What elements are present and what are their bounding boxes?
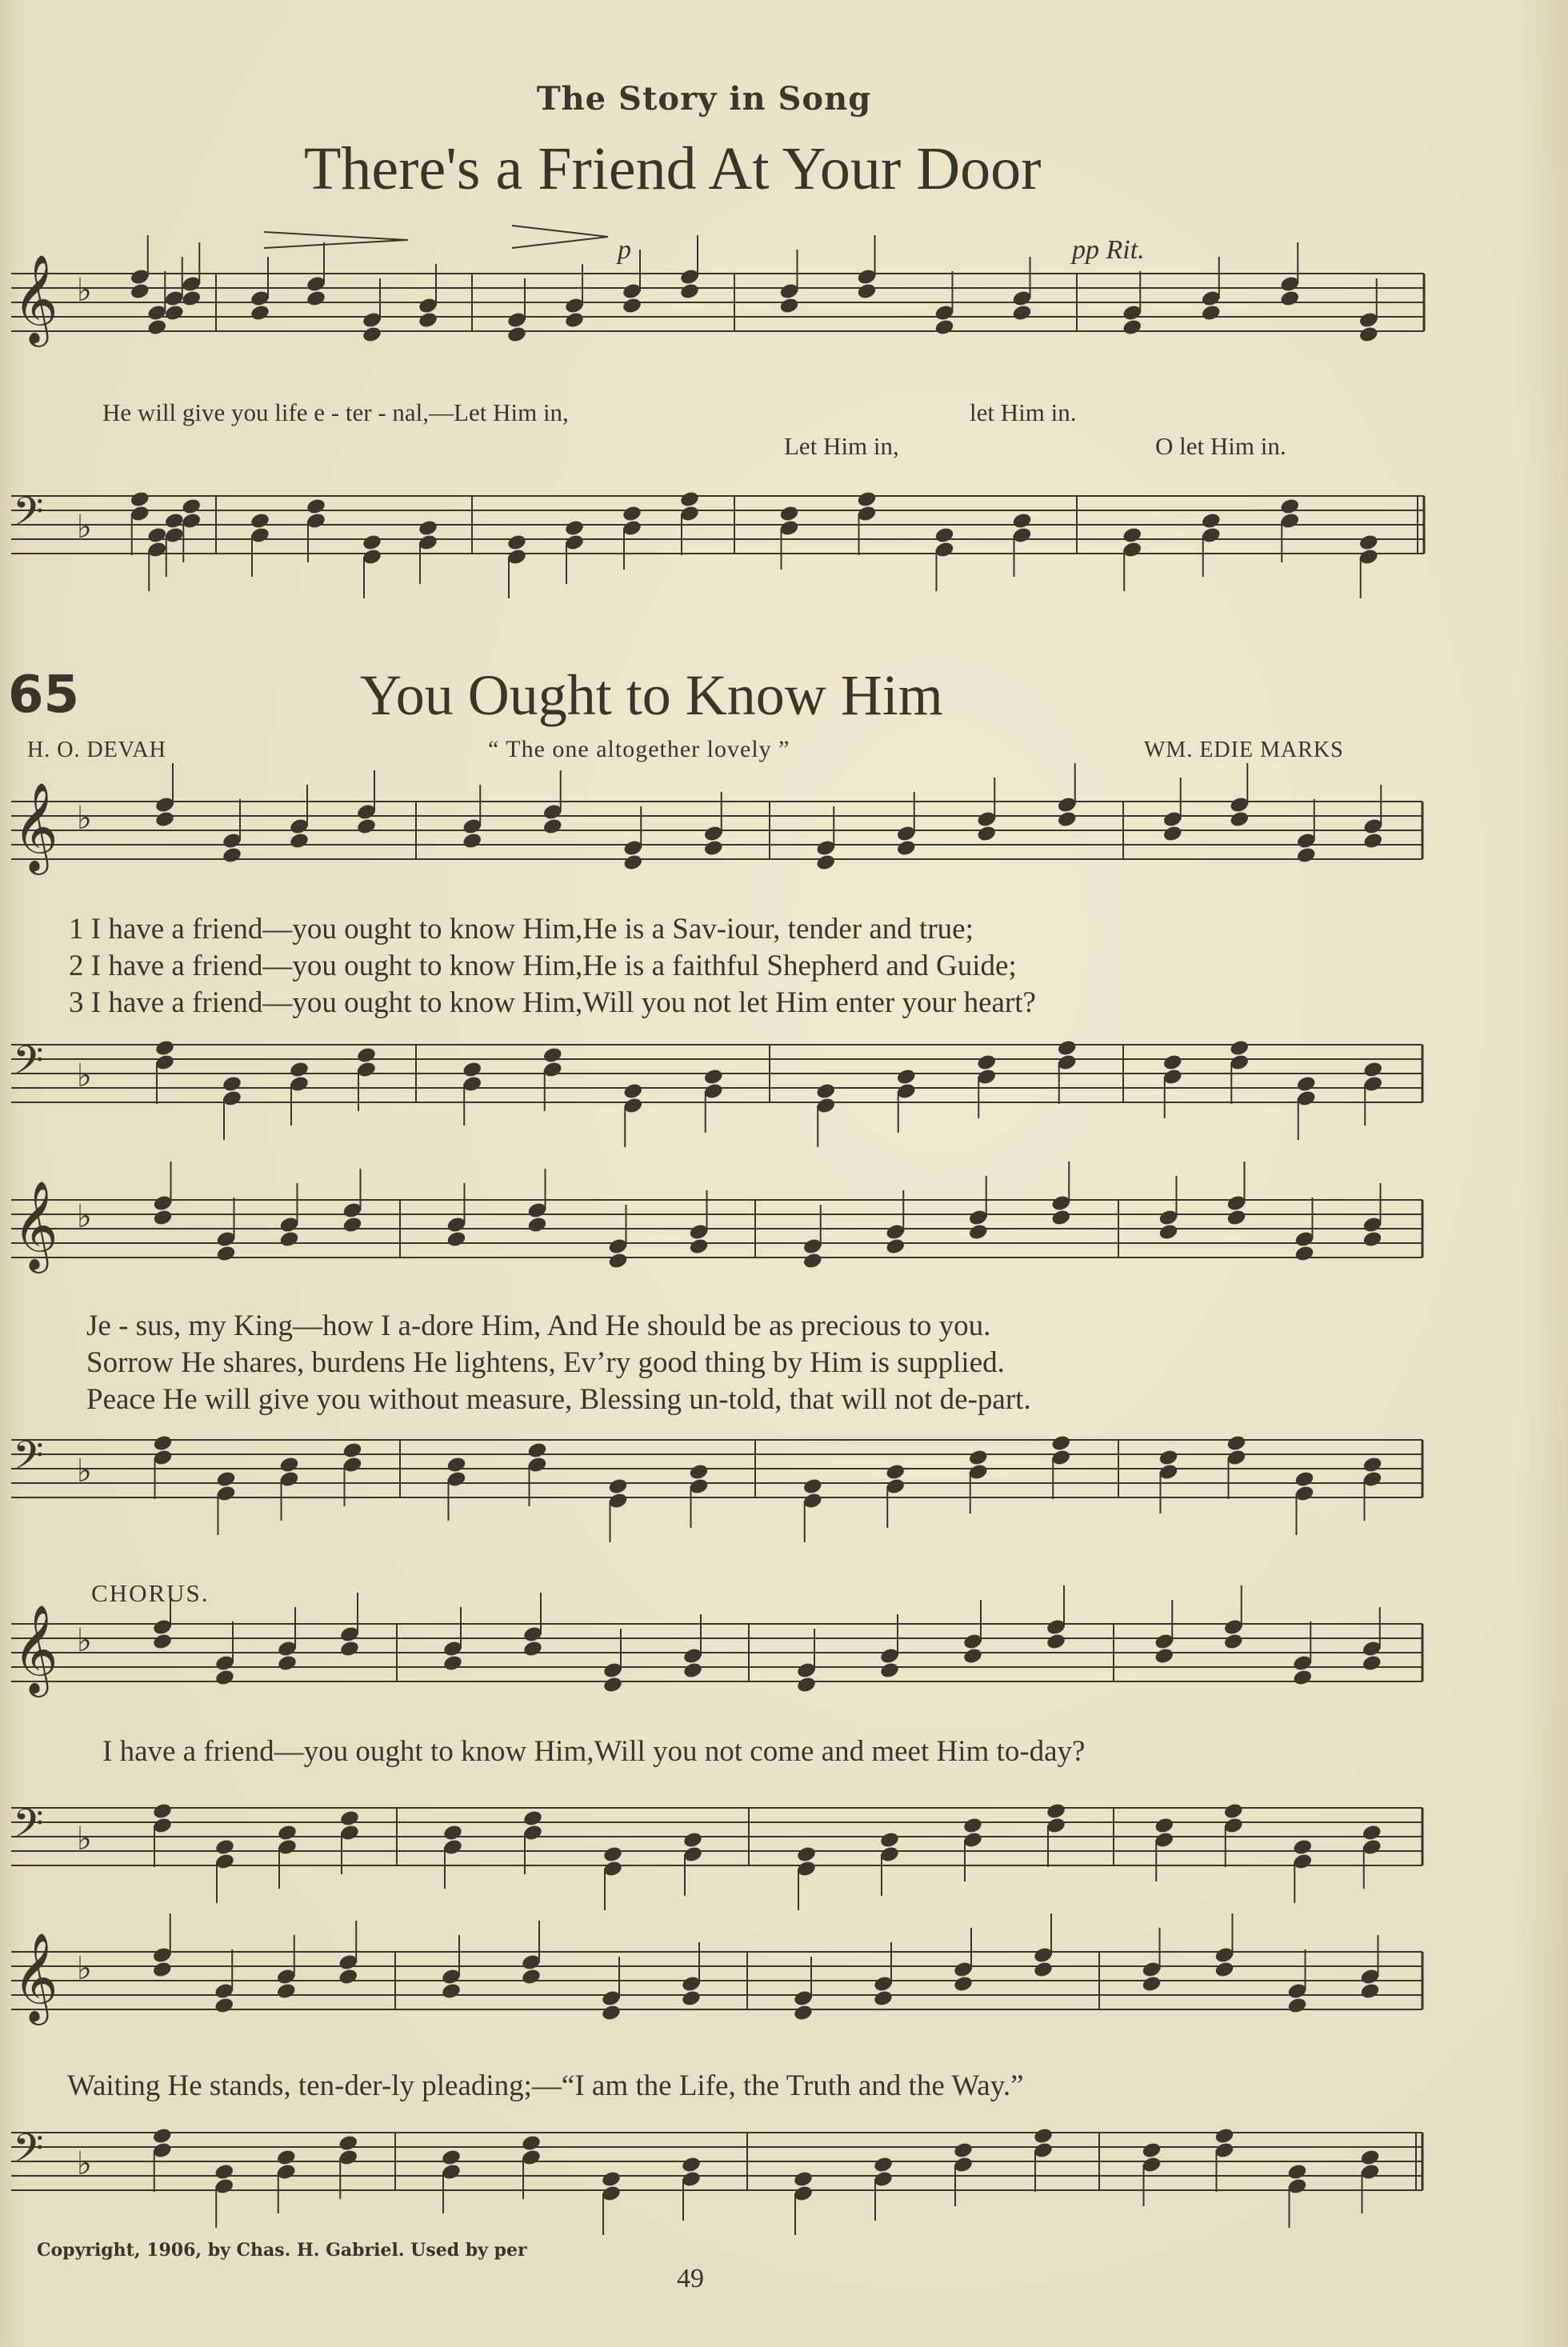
notehead bbox=[802, 1252, 823, 1270]
notehead bbox=[1162, 825, 1183, 843]
page-number: 49 bbox=[677, 2264, 704, 2293]
notehead bbox=[1294, 1245, 1314, 1263]
notehead bbox=[1050, 1434, 1071, 1453]
lyric-line: Let Him in, bbox=[784, 432, 899, 460]
notehead bbox=[306, 290, 326, 308]
notehead bbox=[622, 1082, 643, 1101]
notehead bbox=[778, 297, 799, 315]
notehead bbox=[250, 512, 270, 530]
notehead bbox=[441, 1982, 462, 2001]
lyric-line: O let Him in. bbox=[1155, 432, 1286, 460]
notehead bbox=[1154, 1647, 1174, 1665]
notehead bbox=[342, 1441, 362, 1460]
notehead bbox=[1158, 1223, 1178, 1241]
notehead bbox=[622, 505, 642, 523]
hairpin bbox=[264, 232, 408, 248]
notehead bbox=[968, 1449, 989, 1467]
chorus-label: CHORUS. bbox=[91, 1579, 210, 1607]
notehead bbox=[1362, 832, 1383, 850]
notehead bbox=[522, 1640, 543, 1658]
notehead bbox=[154, 810, 175, 829]
notehead bbox=[1033, 2127, 1054, 2145]
song-title-friend-at-door: There's a Friend At Your Door bbox=[304, 135, 1042, 202]
notehead bbox=[356, 818, 377, 836]
flat-sign: ♭ bbox=[77, 272, 92, 309]
notehead bbox=[1141, 2141, 1162, 2160]
notehead bbox=[602, 1845, 623, 1864]
notehead bbox=[682, 1831, 703, 1849]
verse-line: Je - sus, my King—how I a-dore Him, And He should be as precious to you. bbox=[86, 1309, 991, 1342]
notehead bbox=[601, 2004, 622, 2022]
composer-credit: WM. EDIE MARKS bbox=[1144, 738, 1344, 762]
notehead bbox=[462, 832, 482, 850]
bass-clef: 𝄢 bbox=[13, 1801, 44, 1857]
notehead bbox=[362, 326, 382, 344]
flat-sign: ♭ bbox=[77, 1622, 92, 1659]
notehead bbox=[214, 1669, 235, 1687]
running-head: The Story in Song bbox=[536, 80, 872, 118]
notehead bbox=[953, 1975, 974, 1993]
notehead bbox=[1201, 304, 1222, 322]
notehead bbox=[1292, 1669, 1313, 1687]
lyric-line: let Him in. bbox=[970, 398, 1077, 426]
notehead bbox=[1362, 1824, 1382, 1842]
notehead bbox=[146, 318, 167, 337]
notehead bbox=[796, 1845, 817, 1864]
notehead bbox=[564, 311, 585, 330]
flat-sign: ♭ bbox=[77, 1058, 92, 1094]
notehead bbox=[277, 1824, 298, 1842]
notehead bbox=[802, 1477, 823, 1496]
notehead bbox=[682, 1661, 703, 1680]
copyright-footer: Copyright, 1906, by Chas. H. Gabriel. Used by per bbox=[37, 2240, 527, 2261]
notehead bbox=[338, 1968, 358, 1986]
notehead bbox=[146, 526, 167, 545]
notehead bbox=[681, 1989, 702, 2008]
notehead bbox=[1011, 512, 1032, 530]
notehead bbox=[1223, 1633, 1244, 1651]
notehead bbox=[164, 512, 185, 530]
notehead bbox=[1279, 290, 1300, 308]
flat-sign: ♭ bbox=[77, 800, 92, 837]
notehead bbox=[1011, 304, 1032, 322]
notehead bbox=[276, 1982, 297, 2001]
notehead bbox=[441, 2149, 462, 2167]
hairpin bbox=[512, 226, 608, 248]
notehead bbox=[1057, 810, 1078, 829]
notehead bbox=[1359, 1982, 1380, 2001]
notehead bbox=[879, 1831, 900, 1849]
flat-sign: ♭ bbox=[77, 1821, 92, 1857]
notehead bbox=[934, 318, 954, 337]
bass-clef: 𝄢 bbox=[13, 1433, 44, 1489]
verse-line: 2 I have a friend—you ought to know Him,He is a faithful Shepherd and Guide; bbox=[69, 950, 1017, 982]
treble-clef: 𝄞 bbox=[13, 782, 58, 871]
notehead bbox=[276, 2149, 297, 2167]
notehead bbox=[342, 1216, 362, 1234]
notehead bbox=[1296, 846, 1317, 865]
notehead bbox=[1122, 318, 1142, 337]
notehead bbox=[152, 1434, 173, 1453]
notehead bbox=[703, 1068, 724, 1086]
notehead bbox=[1057, 1039, 1078, 1058]
notehead bbox=[222, 846, 242, 865]
notehead bbox=[250, 304, 270, 322]
notehead bbox=[521, 1968, 542, 1986]
notehead bbox=[1296, 1075, 1317, 1094]
notehead bbox=[1046, 1633, 1066, 1651]
flat-sign: ♭ bbox=[77, 1950, 92, 1987]
notehead bbox=[962, 1817, 983, 1835]
notehead bbox=[542, 818, 563, 836]
notehead bbox=[1223, 1802, 1244, 1821]
flat-sign: ♭ bbox=[77, 509, 92, 546]
notehead bbox=[885, 1237, 906, 1256]
notehead bbox=[154, 1039, 175, 1058]
notehead bbox=[526, 1441, 547, 1460]
notehead bbox=[607, 1477, 628, 1496]
notehead bbox=[339, 1809, 360, 1828]
notehead bbox=[222, 1075, 242, 1094]
notehead bbox=[362, 534, 382, 552]
notehead bbox=[462, 1061, 482, 1079]
notehead bbox=[215, 1470, 236, 1489]
notehead bbox=[968, 1223, 989, 1241]
notehead bbox=[896, 839, 917, 858]
notehead bbox=[796, 1676, 817, 1694]
notehead bbox=[1286, 2163, 1307, 2181]
notehead bbox=[622, 297, 642, 315]
notehead bbox=[679, 490, 700, 509]
notehead bbox=[214, 1838, 235, 1857]
notehead bbox=[1362, 1654, 1382, 1673]
flat-sign: ♭ bbox=[77, 1198, 92, 1235]
notehead bbox=[896, 1068, 917, 1086]
verse-line: Peace He will give you without measure, Blessing un-told, that will not de-part. bbox=[86, 1383, 1031, 1416]
notehead bbox=[152, 1802, 173, 1821]
verse-line: Sorrow He shares, burdens He lightens, Ev’ry good thing by Him is supplied. bbox=[86, 1346, 1005, 1379]
notehead bbox=[1158, 1449, 1178, 1467]
notehead bbox=[214, 1997, 234, 2015]
flat-sign: ♭ bbox=[77, 1453, 92, 1489]
notehead bbox=[856, 490, 877, 509]
bass-clef: 𝄢 bbox=[13, 489, 44, 545]
notehead bbox=[885, 1463, 906, 1481]
notehead bbox=[778, 505, 799, 523]
verse-line: 3 I have a friend—you ought to know Him,Will you not let Him enter your heart? bbox=[69, 986, 1036, 1019]
notehead bbox=[1286, 1997, 1307, 2015]
notehead bbox=[815, 854, 836, 872]
flat-sign: ♭ bbox=[77, 2145, 92, 2182]
chorus-line: Waiting He stands, ten-der-ly pleading;—“I am the Life, the Truth and the Way.” bbox=[67, 2069, 1024, 2102]
notehead bbox=[679, 282, 700, 301]
hymn-number: 65 bbox=[8, 666, 80, 725]
notehead bbox=[681, 2156, 702, 2174]
notehead bbox=[688, 1463, 709, 1481]
notehead bbox=[1201, 512, 1222, 530]
notehead bbox=[214, 2163, 234, 2181]
notehead bbox=[278, 1456, 299, 1474]
notehead bbox=[1226, 1209, 1246, 1227]
notehead bbox=[418, 519, 438, 538]
notehead bbox=[1359, 2149, 1380, 2167]
bass-clef: 𝄢 bbox=[13, 1038, 44, 1094]
notehead bbox=[1362, 1230, 1382, 1249]
lyric-line: He will give you life e - ter - nal,—Let Him in, bbox=[102, 398, 569, 426]
notehead bbox=[1358, 326, 1379, 344]
notehead bbox=[1362, 1456, 1382, 1474]
notehead bbox=[1141, 1975, 1162, 1993]
notehead bbox=[976, 825, 997, 843]
notehead bbox=[152, 2127, 173, 2145]
treble-clef: 𝄞 bbox=[13, 1604, 58, 1693]
notehead bbox=[688, 1237, 709, 1256]
notehead bbox=[1214, 1961, 1234, 1979]
treble-clef: 𝄞 bbox=[13, 1180, 58, 1269]
notehead bbox=[152, 1209, 173, 1227]
notehead bbox=[1229, 1039, 1250, 1058]
notehead bbox=[181, 290, 202, 308]
notehead bbox=[1162, 1054, 1183, 1072]
notehead bbox=[164, 304, 185, 322]
notehead bbox=[442, 1824, 463, 1842]
lyricist-credit: H. O. DEVAH bbox=[27, 738, 166, 762]
notehead bbox=[873, 1989, 894, 2008]
notehead bbox=[815, 1082, 836, 1101]
notehead bbox=[446, 1456, 466, 1474]
chorus-line: I have a friend—you ought to know Him,Will you not come and meet Him to-day? bbox=[102, 1735, 1086, 1768]
notehead bbox=[793, 2004, 814, 2022]
notehead bbox=[873, 2156, 894, 2174]
notehead bbox=[446, 1230, 466, 1249]
notehead bbox=[622, 854, 643, 872]
notehead bbox=[442, 1654, 463, 1673]
notehead bbox=[152, 1633, 173, 1651]
notehead bbox=[602, 1676, 623, 1694]
notehead bbox=[277, 1654, 298, 1673]
dynamic-pp-rit: pp Rit. bbox=[1072, 235, 1145, 265]
notehead bbox=[306, 498, 326, 516]
notehead bbox=[130, 490, 150, 509]
notehead bbox=[278, 1230, 299, 1249]
notehead bbox=[856, 282, 877, 301]
notehead bbox=[215, 1245, 236, 1263]
notehead bbox=[522, 1809, 543, 1828]
notehead bbox=[953, 2141, 974, 2160]
notehead bbox=[962, 1647, 983, 1665]
notehead bbox=[1154, 1817, 1174, 1835]
notehead bbox=[1358, 534, 1379, 552]
dynamic-p: p bbox=[618, 235, 631, 265]
notehead bbox=[1229, 810, 1250, 829]
notehead bbox=[181, 498, 202, 516]
notehead bbox=[339, 1640, 360, 1658]
notehead bbox=[879, 1661, 900, 1680]
notehead bbox=[506, 534, 527, 552]
notehead bbox=[1033, 1961, 1054, 1979]
notehead bbox=[1046, 1802, 1066, 1821]
notehead bbox=[152, 1961, 173, 1979]
notehead bbox=[793, 2170, 814, 2189]
notehead bbox=[506, 326, 527, 344]
notehead bbox=[526, 1216, 547, 1234]
bass-clef: 𝄢 bbox=[13, 2125, 44, 2181]
verse-line: 1 I have a friend—you ought to know Him,He is a Sav-iour, tender and true; bbox=[69, 913, 974, 946]
notehead bbox=[976, 1054, 997, 1072]
notehead bbox=[356, 1046, 377, 1065]
notehead bbox=[601, 2170, 622, 2189]
treble-clef: 𝄞 bbox=[13, 254, 58, 343]
song-motto: “ The one altogether lovely ” bbox=[488, 736, 790, 762]
notehead bbox=[1214, 2127, 1234, 2145]
notehead bbox=[1050, 1209, 1071, 1227]
notehead bbox=[934, 526, 954, 545]
song-title-you-ought-to-know-him: You Ought to Know Him bbox=[360, 663, 943, 727]
notehead bbox=[607, 1252, 628, 1270]
notehead bbox=[1292, 1838, 1313, 1857]
notehead bbox=[521, 2134, 542, 2153]
notehead bbox=[418, 311, 438, 330]
notehead bbox=[1294, 1470, 1314, 1489]
notehead bbox=[1122, 526, 1142, 545]
notehead bbox=[289, 1061, 310, 1079]
notehead bbox=[542, 1046, 563, 1065]
notehead bbox=[564, 519, 585, 538]
notehead bbox=[1279, 498, 1300, 516]
notehead bbox=[1226, 1434, 1246, 1453]
treble-clef: 𝄞 bbox=[13, 1932, 58, 2021]
notehead bbox=[1362, 1061, 1383, 1079]
notehead bbox=[289, 832, 310, 850]
notehead bbox=[338, 2134, 358, 2153]
notehead bbox=[130, 282, 150, 301]
notehead bbox=[703, 839, 724, 858]
